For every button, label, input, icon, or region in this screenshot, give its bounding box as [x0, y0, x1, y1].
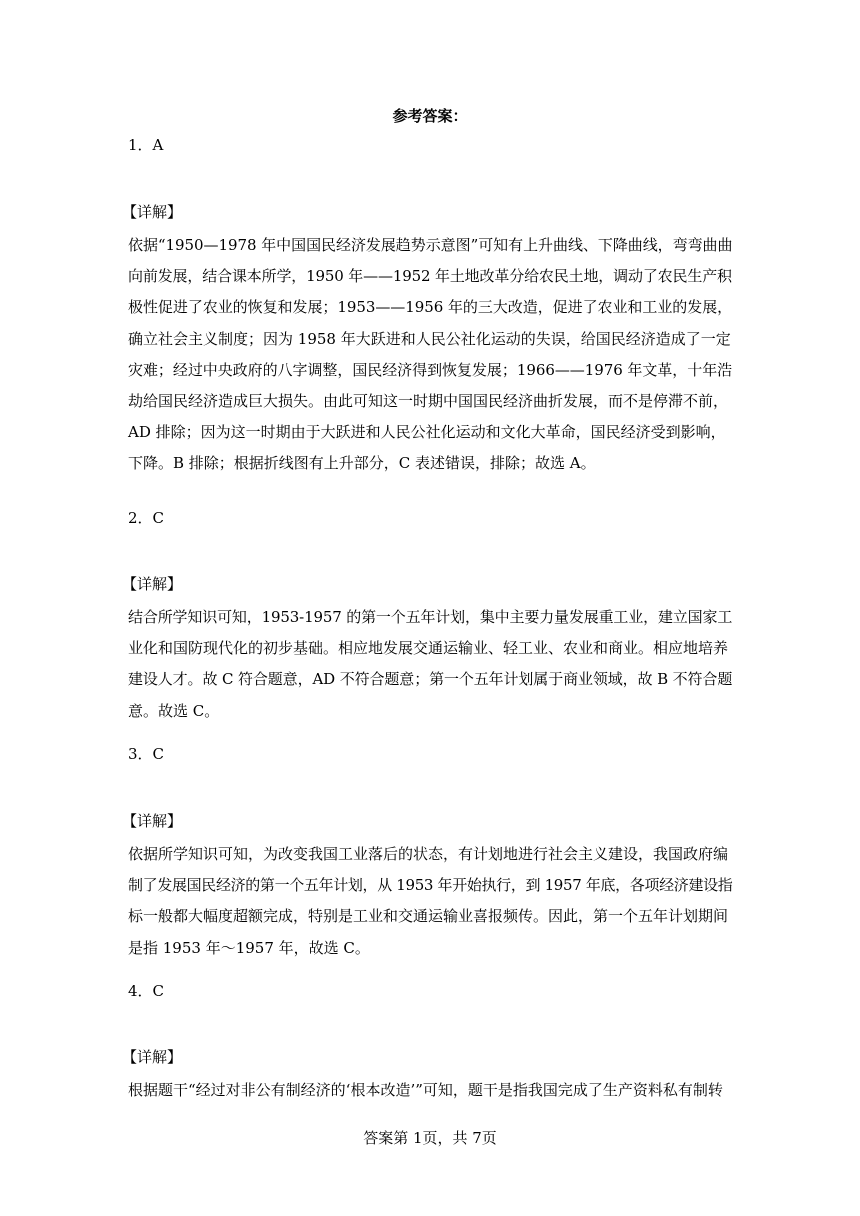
answer-number: 1．A: [128, 136, 164, 154]
detail-label: 【详解】: [122, 575, 183, 593]
explanation-line: 根据题干“经过对非公有制经济的‘根本改造’”可知，题干是指我国完成了生产资料私有制转: [128, 1081, 723, 1099]
answer-explanation: [128, 839, 732, 964]
detail-label: 【详解】: [122, 203, 183, 221]
explanation-line: 确立社会主义制度；因为 1958 年大跃进和人民公社化运动的失误，给国民经济造成了一定: [128, 329, 731, 348]
page-footer: 答案第 1页，共 7页: [363, 1129, 497, 1147]
explanation-line: 下降。B 排除；根据折线图有上升部分，C 表述错误，排除；故选 A。: [128, 454, 596, 473]
explanation-line: 意。故选 C。: [128, 701, 220, 720]
explanation-line: 是指 1953 年～1957 年，故选 C。: [128, 938, 370, 957]
answer-explanation: [128, 602, 732, 727]
explanation-line: AD 排除；因为这一时期由于大跃进和人民公社化运动和文化大革命，国民经济受到影响，: [128, 423, 726, 442]
explanation-line: 标一般都大幅度超额完成，特别是工业和交通运输业喜报频传。因此，第一个五年计划期间: [128, 907, 729, 926]
explanation-line: 灾难；经过中央政府的八字调整，国民经济得到恢复发展；1966——1976 年文革，十年浩: [128, 360, 733, 379]
answer-number: 3．C: [128, 745, 165, 763]
answer-explanation: [128, 1075, 732, 1106]
explanation-line: 依据所学知识可知，为改变我国工业落后的状态，有计划地进行社会主义建设，我国政府编: [128, 845, 729, 863]
answer-number: 4．C: [128, 982, 165, 1000]
answer-explanation: [128, 230, 732, 480]
answer-number: 2．C: [128, 509, 165, 527]
explanation-line: 极性促进了农业的恢复和发展；1953——1956 年的三大改造，促进了农业和工业的发展，: [128, 298, 733, 317]
detail-label: 【详解】: [122, 1048, 183, 1066]
explanation-line: 依据“1950—1978 年中国国民经济发展趋势示意图”可知有上升曲线、下降曲线，弯弯曲曲: [128, 236, 733, 254]
explanation-line: 结合所学知识可知，1953-1957 的第一个五年计划，集中主要力量发展重工业，建立国家工: [128, 608, 733, 626]
detail-label: 【详解】: [122, 812, 183, 830]
explanation-line: 建设人才。故 C 符合题意，AD 不符合题意；第一个五年计划属于商业领域，故 B 不符合题: [128, 670, 733, 689]
explanation-line: 劫给国民经济造成巨大损失。由此可知这一时期中国国民经济曲折发展，而不是停滞不前，: [128, 391, 729, 410]
page-title: 参考答案：: [392, 107, 468, 125]
explanation-line: 向前发展，结合课本所学，1950 年——1952 年土地改革分给农民土地，调动了农民生产积: [128, 267, 732, 286]
explanation-line: 制了发展国民经济的第一个五年计划，从 1953 年开始执行，到 1957 年底，各项经济建设指: [128, 876, 733, 895]
explanation-line: 业化和国防现代化的初步基础。相应地发展交通运输业、轻工业、农业和商业。相应地培养: [128, 639, 729, 658]
